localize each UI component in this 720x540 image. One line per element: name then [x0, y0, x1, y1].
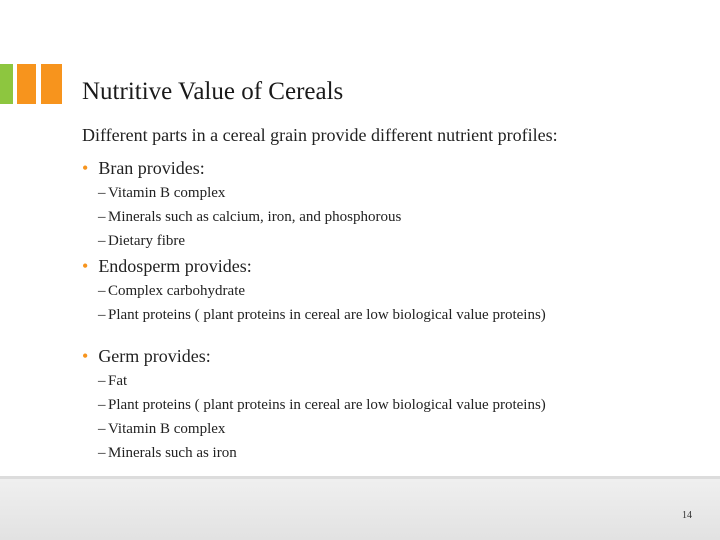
- slide-title: Nutritive Value of Cereals: [82, 78, 344, 105]
- list-item-text: Dietary fibre: [108, 233, 186, 249]
- bullet-endosperm: [82, 256, 682, 277]
- dash-marker: –: [98, 397, 106, 413]
- dash-marker: –: [98, 307, 106, 323]
- dash-marker: –: [98, 373, 106, 389]
- bullet-dot: •: [82, 346, 89, 366]
- bullet-label: Germ provides:: [98, 346, 211, 366]
- list-item-text: Plant proteins ( plant proteins in cereal are low biological value proteins): [108, 307, 546, 323]
- sub-list-endosperm: [82, 284, 682, 323]
- list-item: [82, 398, 628, 413]
- list-item-text: Minerals such as iron: [108, 445, 237, 461]
- page-number: 14: [682, 510, 692, 521]
- bullet-germ: [82, 346, 682, 367]
- section-bran: [82, 158, 682, 258]
- footer-band: [0, 476, 720, 540]
- list-item: [82, 284, 628, 299]
- decor-bar-orange-1: [17, 64, 36, 104]
- dash-marker: –: [98, 233, 106, 249]
- bullet-dot: •: [82, 158, 89, 178]
- section-endosperm: [82, 256, 682, 332]
- dash-marker: –: [98, 421, 106, 437]
- dash-marker: –: [98, 209, 106, 225]
- list-item: [82, 234, 628, 249]
- list-item-text: Fat: [108, 373, 128, 389]
- bullet-bran: [82, 158, 682, 179]
- list-item: [82, 446, 628, 461]
- list-item-text: Vitamin B complex: [108, 421, 226, 437]
- decor-bar-green: [0, 64, 13, 104]
- dash-marker: –: [98, 445, 106, 461]
- list-item: [82, 374, 628, 389]
- list-item: [82, 186, 628, 201]
- list-item-text: Complex carbohydrate: [108, 283, 246, 299]
- list-item: [82, 308, 628, 323]
- list-item-text: Minerals such as calcium, iron, and phosphorous: [108, 209, 402, 225]
- slide-intro: Different parts in a cereal grain provide different nutrient profiles:: [82, 125, 558, 145]
- list-item: [82, 422, 628, 437]
- section-germ: [82, 346, 682, 470]
- decor-bar-orange-2: [41, 64, 62, 104]
- list-item: [82, 210, 628, 225]
- bullet-label: Bran provides:: [98, 158, 205, 178]
- dash-marker: –: [98, 283, 106, 299]
- list-item-text: Vitamin B complex: [108, 185, 226, 201]
- bullet-dot: •: [82, 256, 89, 276]
- sub-list-germ: [82, 374, 682, 461]
- sub-list-bran: [82, 186, 682, 249]
- bullet-label: Endosperm provides:: [98, 256, 252, 276]
- dash-marker: –: [98, 185, 106, 201]
- list-item-text: Plant proteins ( plant proteins in cereal are low biological value proteins): [108, 397, 546, 413]
